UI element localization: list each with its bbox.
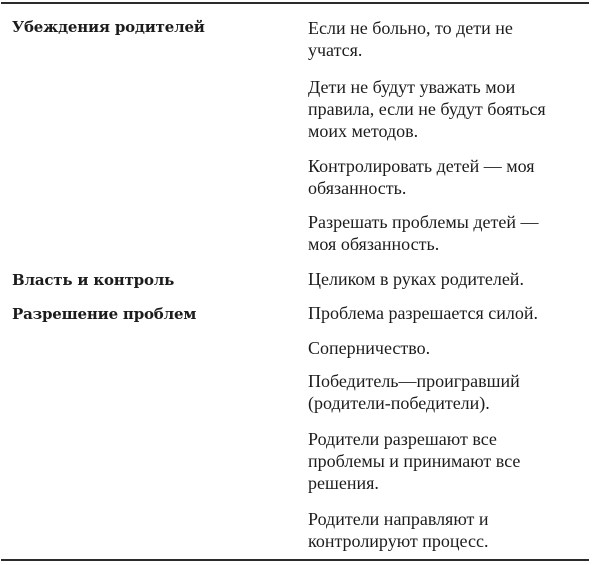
top-rule	[1, 2, 589, 4]
row-entry: Дети не будут уважать мои правила, если не будут бояться моих методов.	[308, 77, 546, 141]
bottom-rule	[1, 559, 589, 561]
row-entry: Родители направляют и контролируют процесс.	[308, 509, 489, 551]
row-entry: Если не больно, то дети не учатся.	[308, 18, 513, 60]
row-entry: Проблема разрешается силой.	[308, 303, 538, 323]
row-entry: Соперничество.	[308, 338, 431, 358]
row-entry: Разрешать проблемы детей — моя обязанность.	[308, 212, 539, 254]
row-entry: Родители разрешают все проблемы и принимают все решения.	[308, 429, 521, 493]
row-label-problem-solving: Разрешение проблем	[12, 305, 197, 323]
row-label-parent-beliefs: Убеждения родителей	[12, 18, 205, 36]
row-entry: Целиком в руках родителей.	[308, 269, 524, 289]
row-entry: Победитель—проигравший (родители-победители).	[308, 371, 520, 413]
row-entry: Контролировать детей — моя обязанность.	[308, 156, 535, 198]
row-label-power-control: Власть и контроль	[12, 271, 175, 289]
